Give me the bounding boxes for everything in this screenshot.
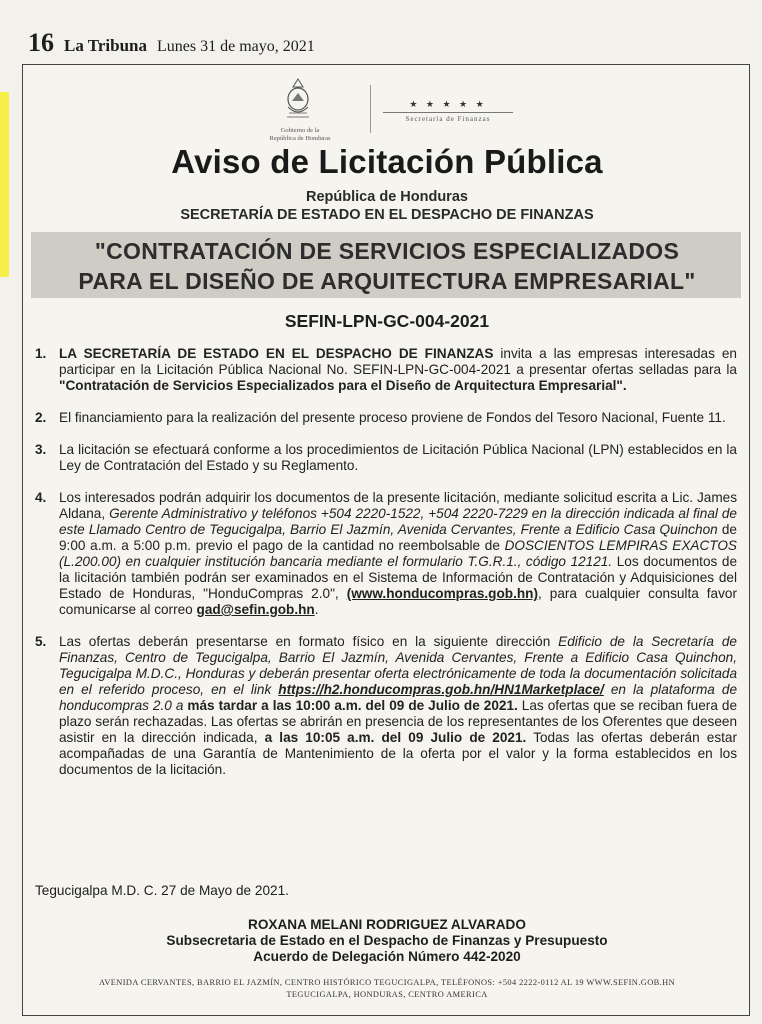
project-title-line-2: PARA EL DISEÑO DE ARQUITECTURA EMPRESARIAL" [78,268,696,294]
item-number: 4. [35,490,47,505]
item-number: 5. [35,634,47,649]
project-title-line-1: "CONTRATACIÓN DE SERVICIOS ESPECIALIZADOS [94,238,680,264]
edition-date: Lunes 31 de mayo, 2021 [157,38,315,55]
item-text-bold: "Contratación de Servicios Especializados para el Diseño de Arquitectura Empresarial". [59,378,627,393]
place-and-date: Tegucigalpa M.D. C. 27 de Mayo de 2021. [35,883,289,898]
country-name: República de Honduras [306,189,468,205]
gov-line-1: Gobierno de la [280,127,320,134]
marketplace-link[interactable]: https://h2.honducompras.gob.hn/HN1Marketplace/ [278,682,604,697]
item-text-italic: Gerente Administrativo y teléfonos +504 2220-1522, +504 2220-7229 en la dirección indicada al final de este Llamado Centro de Tegucigalpa, Barrio El Jazmín, Avenida Cervantes, Frente a Edificio Casa Quinchon [59,506,737,537]
footer-line-2: TEGUCIGALPA, HONDURAS, CENTRO AMERICA [286,990,488,999]
tender-reference: SEFIN-LPN-GC-004-2021 [284,311,490,331]
item-text-run: Las ofertas que se reciban fuera de plazo serán rechazadas. Las ofertas se abrirán en presencia de los representantes de los Oferentes que deseen asistir en la dirección indicada, [59,698,738,745]
delegation-agreement: Acuerdo de Delegación Número 442-2020 [253,949,521,964]
item-text-run: Todas las ofertas deberán estar acompañadas de una Garantía de Mantenimiento de la oferta por el valor y la forma establecidos en los documentos de la licitación. [59,730,737,777]
item-text-run: . [314,602,319,617]
item-number: 3. [35,442,47,457]
item-text-bold: LA SECRETARÍA DE ESTADO EN EL DESPACHO DE FINANZAS [59,346,494,361]
header-logos [235,77,535,147]
footer-address [23,977,751,1001]
signer-name: ROXANA MELANI RODRIGUEZ ALVARADO [248,917,526,932]
list-item [35,634,737,778]
contact-email-link[interactable]: gad@sefin.gob.hn [196,602,315,617]
list-item [35,490,737,618]
logo-rule [383,112,513,113]
item-text-run: de 9:00 a.m. a 5:00 p.m. previo el pago de la cantidad no reembolsable de [59,522,737,553]
item-text: El financiamiento para la realización del presente proceso proviene de Fondos del Tesoro Nacional, Fuente 11. [59,410,726,425]
item-text-bold: más tardar a las 10:00 a.m. del 09 de Julio de 2021. [187,698,518,713]
item-text-run: Los documentos de la licitación también podrán ser examinados en el Sistema de Información de Contratación y Adquisiciones del Estado de Honduras, "HonduCompras 2.0", [59,554,737,601]
public-tender-notice [22,64,750,1016]
footer-line-1: AVENIDA CERVANTES, BARRIO EL JAZMÍN, CENTRO HISTÓRICO TEGUCIGALPA, TELÉFONOS: +504 2222-0112 AL 19 WWW.SEFIN.GOB.HN [98,978,676,987]
honducompras-link[interactable]: (www.honducompras.gob.hn) [346,586,538,601]
honduras-coat-of-arms-icon [283,77,313,121]
item-text-run: Los interesados podrán adquirir los documentos de la presente licitación, mediante solicitud escrita a Lic. James Aldana, [59,490,737,521]
logo-divider [370,85,371,133]
government-label [235,127,365,143]
signature-block [23,917,751,965]
item-text-italic: DOSCIENTOS LEMPIRAS EXACTOS (L.200.00) en cualquier institución bancaria mediante el formulario T.G.R.1., código 12121. [59,538,738,569]
gov-line-2: República de Honduras [269,135,331,142]
yellow-edge-strip [0,92,9,277]
signer-title: Subsecretaria de Estado en el Despacho de Finanzas y Presupuesto [166,933,608,948]
newspaper-masthead [28,28,582,58]
item-text-run: Las ofertas deberán presentarse en formato físico en la siguiente dirección [59,634,559,649]
item-number: 1. [35,346,47,361]
item-text-italic: Edificio de la Secretaría de Finanzas, Centro de Tegucigalpa, Barrio El Jazmín, Avenida Cervantes, Frente a Edificio Casa Quinchon, Tegucigalpa M.D.C., Honduras y deberán presentar oferta electrónicamente de toda la documentación solicitada en el referido proceso, en el link [59,634,737,697]
item-text: La licitación se efectuará conforme a los procedimientos de Licitación Pública Nacional (LPN) establecidos en la Ley de Contratación del Estado y su Reglamento. [59,442,737,473]
list-item [35,346,737,394]
item-text-italic: en la plataforma de honducompras 2.0 a [59,682,737,713]
newspaper-name: La Tribuna [64,36,147,55]
item-text [59,634,737,778]
item-text-bold: a las 10:05 a.m. del 09 Julio de 2021. [264,730,527,745]
item-text-run: , para cualquier consulta favor comunicarse al correo [59,586,737,617]
list-item [35,442,737,474]
list-item [35,410,737,426]
page-number: 16 [28,28,54,57]
item-number: 2. [35,410,47,425]
sefin-logo [383,99,513,123]
agency-name: SECRETARÍA DE ESTADO EN EL DESPACHO DE FINANZAS [180,207,594,223]
notice-title: Aviso de Licitación Pública [171,143,603,180]
tender-items [35,346,737,794]
item-text [59,490,737,618]
stars-icon: ★ ★ ★ ★ ★ [409,99,487,109]
item-text-run: invita a las empresas interesadas en participar en la Licitación Pública Nacional No. SEFIN-LPN-GC-004-2021 a presentar ofertas selladas para la [59,346,737,377]
sefin-name: Secretaría de Finanzas [405,115,491,123]
item-text [59,346,737,394]
